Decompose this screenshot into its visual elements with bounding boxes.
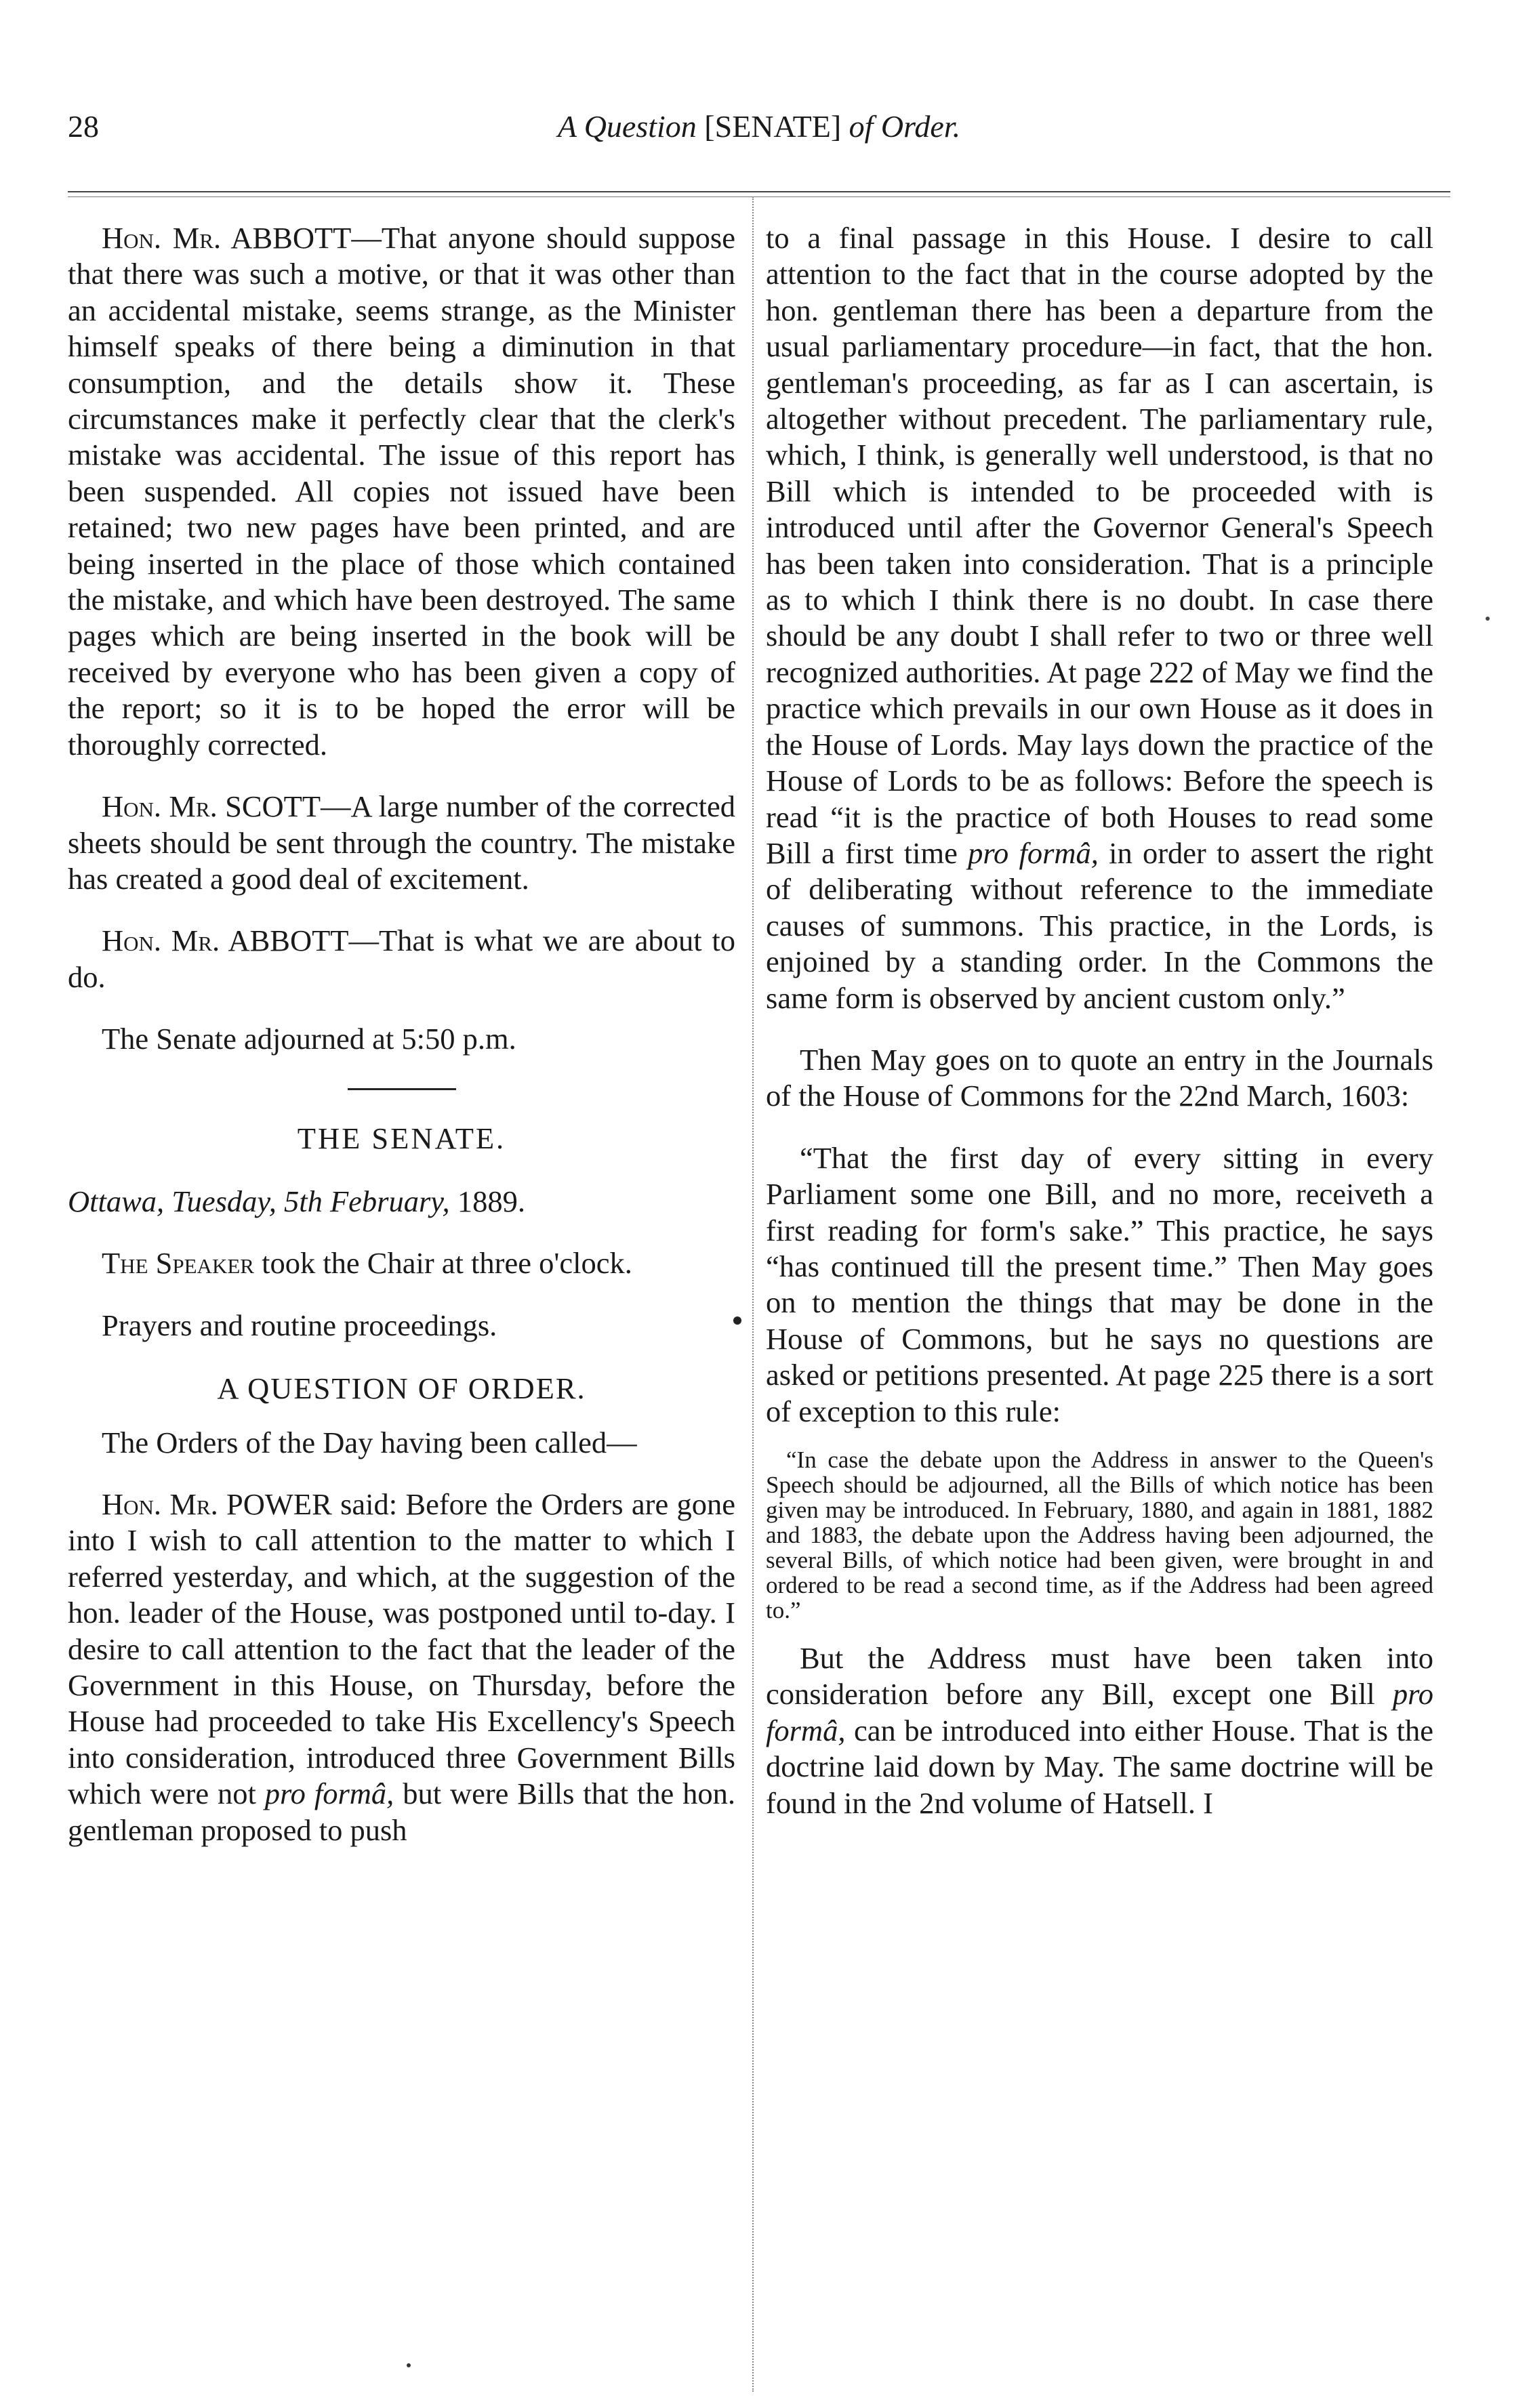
paragraph-text: —That anyone should suppose that there was such a motive, or that it was other than an accidental mistake, seems strange, as the Minister himself speaks of there being a diminution in that consumption, and the details show it. These circumstances make it perfectly clear that the clerk's mistake was accidental. The issue of this report has been suspended. All copies not issued have been retained; two new pages have been printed, and are being inserted in the place of those which contained the mistake, and which have been destroyed. The same pages which are being inserted in the book will be received by everyone who has been given a copy of the report; so it is to be hoped the error will be thoroughly corrected. — [68, 221, 735, 762]
running-title-prefix: A Question — [557, 109, 697, 144]
column-divider — [752, 196, 754, 2392]
italic-phrase: pro formâ, — [766, 1677, 1433, 1747]
dateline-year: 1889. — [457, 1184, 525, 1218]
section-heading: THE SENATE. — [297, 1121, 506, 1155]
bottom-speck — [407, 2363, 411, 2367]
speaker-name: Hon. Mr. ABBOTT — [102, 221, 352, 255]
paragraph-abbott-2 — [68, 923, 735, 995]
speaker-name: Hon. Mr. SCOTT — [102, 789, 321, 824]
paragraph-may-quote: Then May goes on to quote an entry in the Journals of the House of Commons for the 22nd March, 1603: — [766, 1042, 1433, 1113]
paragraph-continued — [766, 220, 1433, 1016]
italic-phrase: pro formâ, — [264, 1777, 394, 1811]
page-number: 28 — [68, 109, 99, 144]
left-column — [68, 220, 735, 1848]
margin-speck — [1486, 617, 1490, 621]
paragraph-text-cont: but were Bills that the hon. gentleman proposed to push — [68, 1777, 736, 1847]
paragraph-scott — [68, 789, 735, 897]
paragraph-power — [68, 1487, 735, 1848]
paragraph-prayers: Prayers and routine proceedings. — [102, 1308, 497, 1342]
paragraph-adjourned: The Senate adjourned at 5:50 p.m. — [102, 1022, 516, 1056]
paragraph-text: But the Address must have been taken into consideration before any Bill, except one Bill — [766, 1641, 1433, 1711]
paragraph-text: to a final passage in this House. I desire to call attention to the fact that in the course adopted by the hon. gentleman there has been a departure from the usual parliamentary procedure—in fact, that the hon. gentleman's proceeding, as far as I can ascertain, is altogether without precedent. The parliamentary rule, which, I think, is generally well understood, is that no Bill which is intended to be proceeded with is introduced until after the Governor General's Speech has been taken into consideration. That is a principle as to which I think there is no doubt. In case there should be any doubt I shall refer to two or three well recognized authorities. At page 222 of May we find the practice which prevails in our own House as it does in the House of Lords. May lays down the practice of the House of Lords to be as follows: Before the speech is read “it is the practice of both Houses to read some Bill a first time — [766, 221, 1433, 870]
running-title-suffix: of Order. — [849, 109, 961, 144]
italic-phrase: pro formâ, — [968, 835, 1099, 870]
paragraph-text: —That is what we are about to do. — [68, 923, 735, 994]
print-mark-dot — [733, 1316, 741, 1325]
paragraph-text: said: Before the Orders are gone into I wish to call attention to the matter to which I referred yesterday, and which, at the suggestion of the hon. leader of the House, was postponed until to-day. I desire to call attention to the fact that the leader of the Government in this House, on Thursday, before the House had proceeded to take His Excellency's Speech into consideration, introduced three Government Bills which were not — [68, 1487, 735, 1811]
paragraph-first-day: “That the first day of every sitting in every Parliament some one Bill, and no more, receiveth a first reading for form's sake.” This practice, he says “has continued till the present time.” Then May goes on to mention the things that may be done in the House of Commons, but he says no questions are asked or petitions presented. At page 225 there is a sort of exception to this rule: — [766, 1140, 1433, 1428]
right-column — [766, 220, 1433, 1821]
header-rule — [68, 191, 1450, 192]
subheading: A QUESTION OF ORDER. — [217, 1371, 586, 1406]
paragraph-address — [766, 1640, 1433, 1821]
dateline-place: Ottawa, Tuesday, — [68, 1184, 277, 1218]
paragraph-text: took the Chair at three o'clock. — [262, 1246, 632, 1281]
speaker-name: The Speaker — [102, 1246, 254, 1281]
running-title — [68, 108, 1450, 144]
paragraph-speaker-chair — [68, 1245, 735, 1281]
speaker-name: Hon. Mr. POWER — [102, 1487, 332, 1521]
paragraph-orders: The Orders of the Day having been called— — [102, 1425, 637, 1459]
section-divider — [348, 1088, 456, 1090]
dateline-day: 5th February, — [283, 1184, 450, 1218]
paragraph-text: —A large number of the corrected sheets should be sent through the country. The mistake has created a good deal of excitement. — [68, 789, 735, 896]
paragraph-text-cont: in order to assert the right of deliberating without reference to the immediate causes of summons. This practice, in the Lords, is enjoined by a standing order. In the Commons the same form is observed by ancient custom only.” — [766, 835, 1433, 1015]
block-quote: “In case the debate upon the Address in answer to the Queen's Speech should be adjourned, all the Bills of which notice has been given may be introduced. In February, 1880, and again in 1881, 1882 and 1883, the debate upon the Address having been adjourned, the several Bills, of which notice had been given, were brought in and ordered to be read a second time, as if the Address had been agreed to.” — [766, 1447, 1433, 1623]
speaker-name: Hon. Mr. ABBOTT — [102, 923, 349, 958]
running-title-bracket: [SENATE] — [704, 109, 842, 144]
page-header — [68, 108, 1450, 156]
header-rule-thin — [68, 196, 1450, 197]
dateline — [68, 1184, 735, 1220]
paragraph-text-cont: can be introduced into either House. That is the doctrine laid down by May. The same doctrine will be found in the 2nd volume of Hatsell. I — [766, 1713, 1433, 1820]
paragraph-abbott-1 — [68, 220, 735, 763]
